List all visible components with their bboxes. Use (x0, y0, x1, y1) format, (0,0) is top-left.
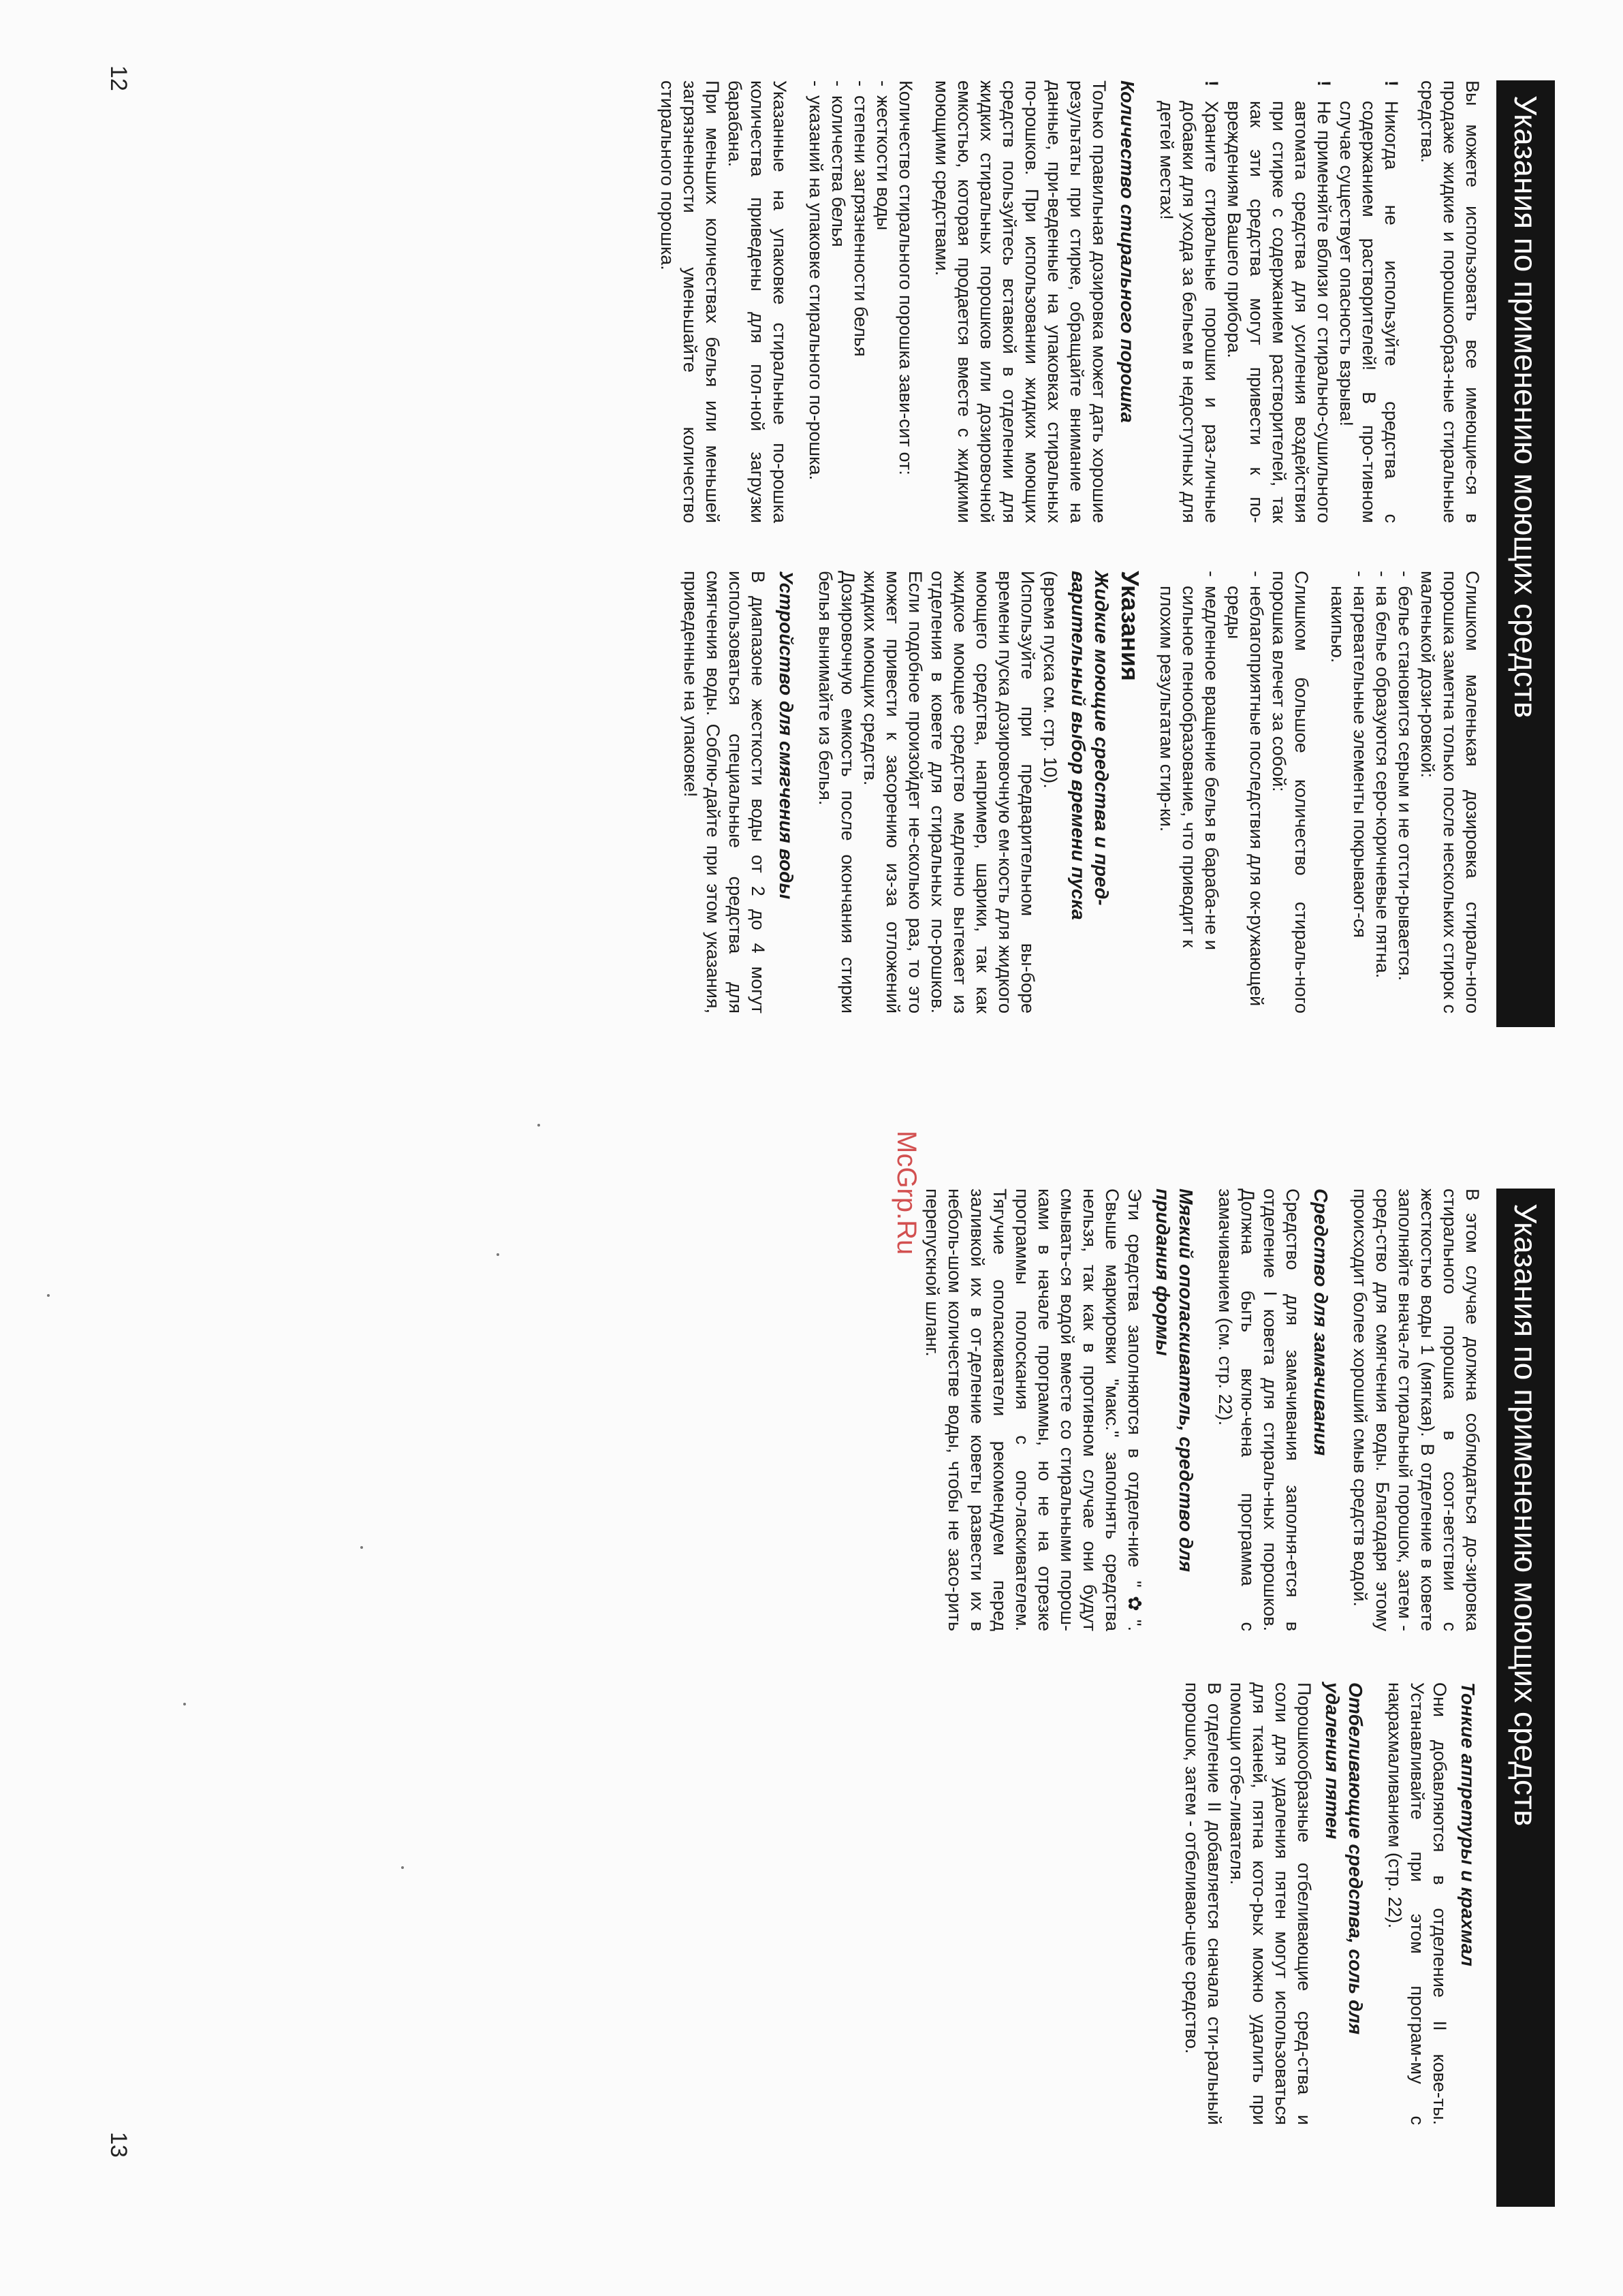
watermark: McGrp.Ru (892, 1131, 921, 1255)
small-dose-text: Слишком маленькая дозировка стираль-ного порошка заметна только после нескольких стирок с маленькой дози-ровкой: (1417, 571, 1483, 1013)
list-item: - степени загрязненности белья (851, 80, 871, 357)
scan-speck (47, 1294, 50, 1297)
warning-item: ! Храните стиральные порошки и раз-личные добавки для ухода за бельем в недоступных для детей местах! (1156, 80, 1222, 523)
list-item: - жесткости воды (873, 80, 894, 231)
intro-text: В этом случае должна соблюдаться до-зировка стирального порошка в соот-ветствии с жесткостью воды 1 (мягкая). В отделение в ковете заполняйте внача-ле стиральный порошок, затем - сред-ство для смягчения воды. Благодаря этому происходит более хороший смыв средств водой. (1350, 1189, 1483, 1631)
starch-heading: Тонкие аппретуры и крахмал (1457, 1682, 1479, 1967)
list-item: - медленное вращение белья в бараба-не и сильное пенообразование, что приводит к плохим результатам стир-ки. (1156, 571, 1222, 951)
left-page-column-2 (679, 571, 1483, 1013)
list-item: - нагревательные элементы покрывают-ся накипью. (1327, 571, 1370, 938)
left-page-header: Указания по применению моющих средств (1496, 80, 1555, 1027)
intro-text: Вы можете использовать все имеющие-ся в продаже жидкие и порошкообраз-ные стиральные средства. (1417, 80, 1483, 523)
pack-text: Указанные на упаковке стиральные по-рошка количества приведены для пол-ной загрузки барабана. (725, 80, 790, 523)
bleach-heading: Отбеливающие средства, соль для удаления пятен (1322, 1682, 1366, 2035)
softener-text: В диапазоне жесткости воды от 2 до 4 могут использоваться специальные средства для смягчения воды. Соблю-дайте при этом указания, приведенные на упаковке! (680, 571, 768, 1013)
softener-heading: Устройство для смягчения воды (776, 571, 797, 900)
warning-icon: ! (1201, 80, 1222, 87)
page-number-right: 13 (106, 2132, 131, 2158)
bleach-text-2: В отделение II добавляется сначала сти-ральный порошок, затем - отбеливаю-щее средство. (1182, 1682, 1225, 2125)
starch-text: Они добавляются в отделение II кове-ты. Устанавливайте при этом програм-му с накрахмаливанием (стр. 22). (1385, 1682, 1450, 2125)
warning-icon: ! (1314, 80, 1334, 87)
dosage-text: Только правильная дозировка может дать хорошие результаты при стирке, обращайте внимание на данные, при-веденные на упаковках стиральных по-рошков. При использовании жидких моющих средств пользуйтесь вставкой в отделении для жидких стиральных порошков или дозировочной емкостью, которая продается вместе с жидкими моющими средствами. (932, 80, 1109, 523)
large-dose-text: Слишком большое количество стираль-ного порошка влечет за собой: (1269, 571, 1312, 1013)
notes-heading: Указания (1116, 571, 1144, 681)
liquid-heading: Жидкие моющие средства и пред-варительный выбор времени пуска (1068, 571, 1112, 920)
list-item: - белье становится серым и не отсти-рывается. (1395, 571, 1415, 981)
scan-speck (360, 1546, 363, 1549)
right-page-column-2 (1180, 1682, 1483, 2125)
liquid-sub: (время пуска см. стр. 10). (1040, 571, 1060, 789)
warning-item: ! Не применяйте вблизи от стирально-сушильного автомата средства для усиления воздействия при стирке с содержанием растворителей, так как эти средства могут привести к по-вреждениям Вашего прибора. (1224, 80, 1334, 523)
soak-heading: Средство для замачивания (1310, 1189, 1332, 1456)
warning-item: ! Никогда не используйте средства с содержанием растворителей! В про-тивном случае существует опасность взрыва! (1336, 80, 1402, 523)
list-item: - количества белья (828, 80, 849, 247)
liquid-text: Используйте при предварительном вы-боре времени пуска дозировочную ем-кость для жидкого моющего средства, например, шарики, так как жидкое моющее средство медленно вытекает из отделения в ковете для стиральных по-рошков. Если подобное произойдет не-сколько раз, то это может привести к засорению из-за отложений жидких моющих средств. (860, 571, 1038, 1013)
page-number-left: 12 (106, 65, 131, 91)
scan-speck (537, 1124, 540, 1127)
bleach-text: Порошкообразные отбеливающие сред-ства и соли для удаления пятен могут использоваться для тканей, пятна кото-рых можно удалить при помощи отбе-ливателя. (1227, 1682, 1314, 2125)
soak-text: Средство для замачивания заполня-ется в отделение I ковета для стираль-ных порошков. Должна быть вклю-чена программа с замачиванием (см. стр. 22). (1215, 1189, 1303, 1631)
right-page-header: Указания по применению моющих средств (1496, 1189, 1555, 2207)
remove-text: Дозировочную емкость после окончания стирки белья вынимайте из белья. (815, 571, 858, 1013)
dosage-heading: Количество стирального порошка (1117, 80, 1138, 423)
list-item: - указаний на упаковке стирального по-рошка. (806, 80, 826, 481)
depends-text: Количество стирального порошка зави-сит от: (896, 80, 916, 475)
list-item: - неблагоприятные последствия для ок-ружающей среды (1224, 571, 1267, 1007)
scan-speck (183, 1703, 186, 1705)
scan-speck (497, 1253, 499, 1256)
rinse-text: Эти средства заполняются в отделе-ние "✿". Свыше маркировки "макс." заполнять средства нельзя, так как в противном случае они будут смывать-ся водой вместе со стиральными порош-ками в начале программы, но не на отрезке программы полоскания с опо-ласкивателем. Тягучие ополаскиватели рекомендуем перед заливкой их в от-деление коветы развести их в неболь-шом количестве воды, чтобы не засо-рить перепускной шланг. (922, 1189, 1145, 1631)
right-page-column-1 (921, 1189, 1483, 1631)
rinse-heading: Мягкий ополаскиватель, средство для придания формы (1152, 1189, 1197, 1572)
scan-speck (401, 1866, 404, 1869)
left-page-column-1 (656, 80, 1483, 523)
list-item: - на белье образуются серо-коричневые пятна. (1372, 571, 1393, 979)
warning-icon: ! (1381, 80, 1402, 87)
less-text: При меньших количествах белья или меньшей загрязненности уменьшайте количество стирального порошка. (657, 80, 723, 523)
